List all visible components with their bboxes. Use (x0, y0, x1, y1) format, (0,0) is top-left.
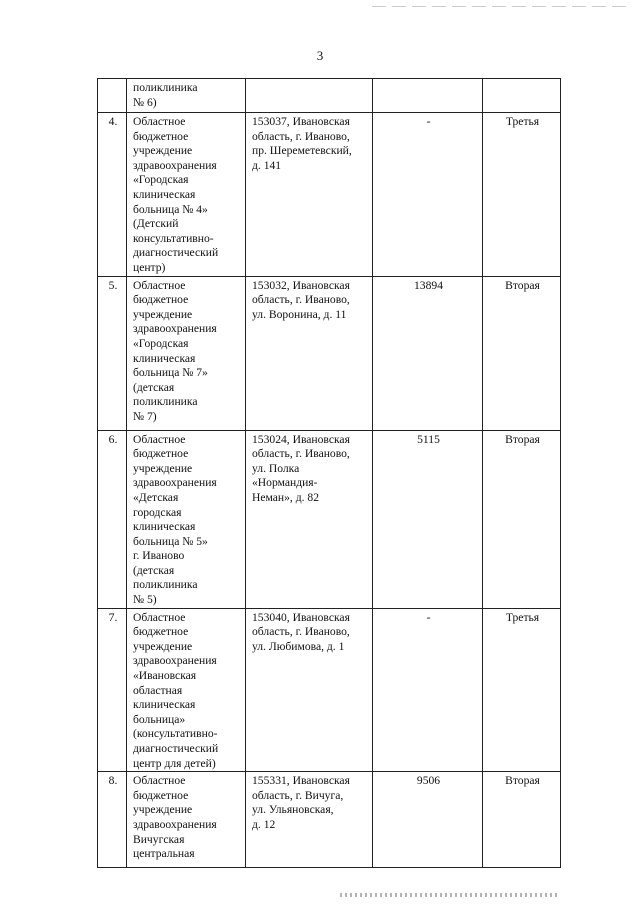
row-number: 8. (98, 772, 127, 868)
facility-name: Областное бюджетное учреждение здравоохранения «Городская клиническая больница № 7» (детская поликлиника № 7) (127, 276, 246, 430)
facility-address (246, 79, 373, 113)
page-number: 3 (316, 48, 324, 63)
facilities-table (97, 78, 561, 868)
facility-capacity: 9506 (373, 772, 483, 868)
row-number: 6. (98, 430, 127, 608)
facility-name: Областное бюджетное учреждение здравоохранения «Городская клиническая больница № 4» (Детский консультативно- диагностический центр) (127, 113, 246, 277)
table-row (98, 430, 561, 608)
table-row (98, 772, 561, 868)
facility-category: Вторая (483, 276, 561, 430)
facility-name: Областное бюджетное учреждение здравоохранения «Детская городская клиническая больница № 5» г. Иваново (детская поликлиника № 5) (127, 430, 246, 608)
row-number: 7. (98, 608, 127, 772)
scan-artifact-top (372, 6, 632, 7)
facility-category: Вторая (483, 772, 561, 868)
facility-address: 153037, Ивановская область, г. Иваново, пр. Шереметевский, д. 141 (246, 113, 373, 277)
facility-category: Третья (483, 608, 561, 772)
facility-capacity: 13894 (373, 276, 483, 430)
facility-category (483, 79, 561, 113)
facility-address: 153024, Ивановская область, г. Иваново, ул. Полка «Нормандия- Неман», д. 82 (246, 430, 373, 608)
facility-capacity: - (373, 113, 483, 277)
facility-category: Вторая (483, 430, 561, 608)
facility-address: 155331, Ивановская область, г. Вичуга, ул. Ульяновская, д. 12 (246, 772, 373, 868)
facility-capacity (373, 79, 483, 113)
table-row (98, 79, 561, 113)
facility-address: 153040, Ивановская область, г. Иваново, ул. Любимова, д. 1 (246, 608, 373, 772)
table-row (98, 113, 561, 277)
table-row (98, 608, 561, 772)
row-number: 5. (98, 276, 127, 430)
facility-capacity: - (373, 608, 483, 772)
scan-artifact-bottom (340, 893, 560, 897)
facility-name: Областное бюджетное учреждение здравоохранения Вичугская центральная (127, 772, 246, 868)
facility-name: Областное бюджетное учреждение здравоохранения «Ивановская областная клиническая больница» (консультативно- диагностический центр для детей) (127, 608, 246, 772)
facility-name: поликлиника № 6) (127, 79, 246, 113)
facility-category: Третья (483, 113, 561, 277)
row-number (98, 79, 127, 113)
table-row (98, 276, 561, 430)
facility-capacity: 5115 (373, 430, 483, 608)
row-number: 4. (98, 113, 127, 277)
facility-address: 153032, Ивановская область, г. Иваново, ул. Воронина, д. 11 (246, 276, 373, 430)
